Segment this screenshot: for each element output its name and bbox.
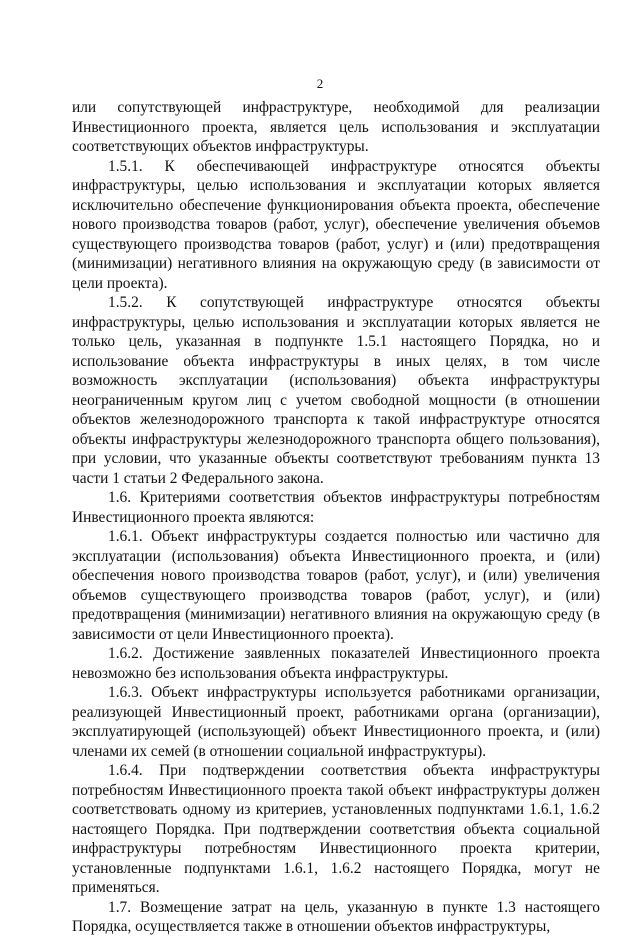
document-body [72,98,600,937]
paragraph-1-6-2: 1.6.2. Достижение заявленных показателей Инвестиционного проекта невозможно без использования объекта инфраструктуры. [72,645,600,682]
paragraph-1-7: 1.7. Возмещение затрат на цель, указанную в пункте 1.3 настоящего Порядка, осуществляется также в отношении объектов инфраструктуры, [72,898,600,935]
paragraph-1-6-1: 1.6.1. Объект инфраструктуры создается полностью или частично для эксплуатации (использования) объекта Инвестиционного проекта, и (или) обеспечения нового производства товаров (работ, услуг), и (или) увеличения объемов существующего производства товаров (работ, услуг), и (или) предотвращения (минимизации) негативного влияния на окружающую среду (в зависимости от цели Инвестиционного проекта). [72,528,600,643]
paragraph-1-6: 1.6. Критериями соответствия объектов инфраструктуры потребностям Инвестиционного проекта являются: [72,489,600,526]
paragraph-1-5-1: 1.5.1. К обеспечивающей инфраструктуре относятся объекты инфраструктуры, целью использования и эксплуатации которых является исключительно обеспечение функционирования объекта проекта, обеспечение нового производства товаров (работ, услуг), обеспечение увеличения объемов существующего производства товаров (работ, услуг) и (или) предотвращения (минимизации) негативного влияния на окружающую среду (в зависимости от цели проекта). [72,157,600,292]
paragraph-1-5-2: 1.5.2. К сопутствующей инфраструктуре относятся объекты инфраструктуры, целью использования и эксплуатации которых является не только цель, указанная в подпункте 1.5.1 настоящего Порядка, но и использование объекта инфраструктуры в иных целях, в том числе возможность эксплуатации (использования) объекта инфраструктуры неограниченным кругом лиц с учетом свободной мощности (в отношении объектов железнодорожного транспорта к такой инфраструктуре относятся объекты инфраструктуры железнодорожного транспорта общего пользования), при условии, что указанные объекты соответствуют требованиям пункта 13 части 1 статьи 2 Федерального закона. [72,294,600,487]
page-number: 2 [316,76,324,91]
paragraph-1-6-3: 1.6.3. Объект инфраструктуры используется работниками организации, реализующей Инвестиционный проект, работниками органа (организации), эксплуатирующей (использующей) объект Инвестиционного проекта, и (или) членами их семей (в отношении социальной инфраструктуры). [72,684,600,760]
paragraph-continuation: или сопутствующей инфраструктуре, необходимой для реализации Инвестиционного проекта, является цель использования и эксплуатации соответствующих объектов инфраструктуры. [72,99,600,155]
paragraph-1-6-4: 1.6.4. При подтверждении соответствия объекта инфраструктуры потребностям Инвестиционного проекта такой объект инфраструктуры должен соответствовать одному из критериев, установленных подпунктами 1.6.1, 1.6.2 настоящего Порядка. При подтверждении соответствия объекта социальной инфраструктуры потребностям Инвестиционного проекта критерии, установленные подпунктами 1.6.1, 1.6.2 настоящего Порядка, могут не применяться. [72,762,600,896]
